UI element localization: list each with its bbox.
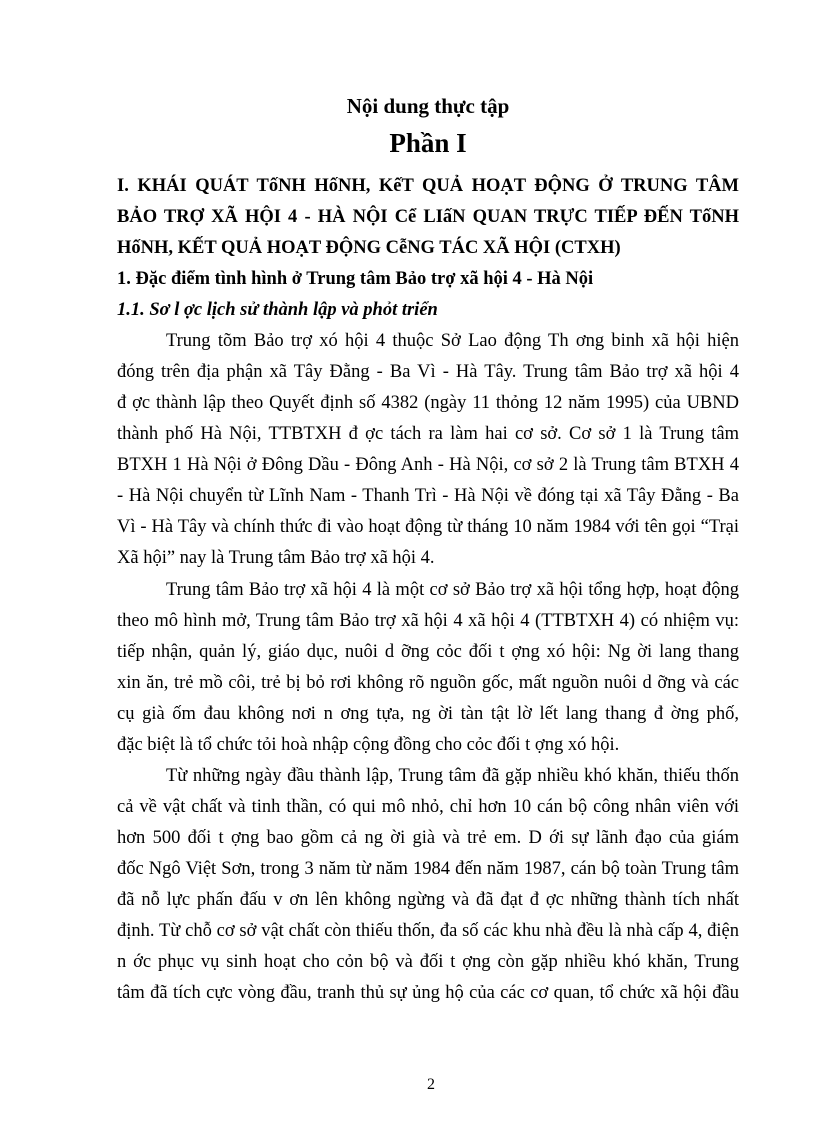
paragraph-line: đã nỗ lực phấn đấu v ơn lên không ngừng và đã đạt đ ợc những thành tích nhất bbox=[117, 890, 739, 910]
paragraph-line: Trung tâm Bảo trợ xã hội 4 là một cơ sở Bảo trợ xã hội tổng hợp, hoạt động bbox=[166, 580, 739, 600]
paragraph-line: Từ những ngày đầu thành lập, Trung tâm đã gặp nhiều khó khăn, thiếu thốn bbox=[166, 766, 739, 786]
paragraph-line: - Hà Nội chuyển từ Lĩnh Nam - Thanh Trì - Hà Nội về đóng tại xã Tây Đằng - Ba bbox=[117, 486, 739, 506]
section-heading: 1. Đặc điểm tình hình ở Trung tâm Bảo trợ xã hội 4 - Hà Nội bbox=[117, 269, 594, 289]
paragraph-line: định. Từ chỗ cơ sở vật chất còn thiếu thốn, đa số các khu nhà đều là nhà cấp 4, điện bbox=[117, 921, 739, 941]
main-heading-line: HốNH, KẾT QUẢ HOẠT ĐỘNG CễNG TÁC XÃ HỘI (CTXH) bbox=[117, 238, 621, 258]
part-heading: Phần I bbox=[389, 128, 467, 158]
paragraph-line: cả về vật chất và tinh thần, có qui mô nhỏ, chỉ hơn 10 cán bộ công nhân viên với bbox=[117, 797, 739, 817]
paragraph-line: tiếp nhận, quản lý, giáo dục, nuôi d ỡng cỏc đối t ợng xó hội: Ng ời lang thang bbox=[117, 642, 739, 662]
paragraph-line: n ớc phục vụ sinh hoạt cho cỏn bộ và đối t ợng còn gặp nhiều khó khăn, Trung bbox=[117, 952, 739, 972]
paragraph-line: đặc biệt là tổ chức tỏi hoà nhập cộng đồng cho cỏc đối t ợng xó hội. bbox=[117, 735, 620, 755]
paragraph-line: hơn 500 đối t ợng bao gồm cả ng ời già và trẻ em. D ới sự lãnh đạo của giám bbox=[117, 828, 739, 848]
paragraph-line: đ ợc thành lập theo Quyết định số 4382 (ngày 11 thỏng 12 năm 1995) của UBND bbox=[117, 393, 739, 413]
main-heading-line: BẢO TRỢ XÃ HỘI 4 - HÀ NỘI Cể LIấN QUAN TRỰC TIẾP ĐẾN TốNH bbox=[117, 207, 739, 227]
page-number: 2 bbox=[427, 1076, 435, 1093]
paragraph-line: thành phố Hà Nội, TTBTXH đ ợc tách ra làm hai cơ sở. Cơ sở 1 là Trung tâm bbox=[117, 424, 739, 444]
paragraph-line: Trung tõm Bảo trợ xó hội 4 thuộc Sở Lao động Th ơng binh xã hội hiện bbox=[166, 331, 739, 351]
paragraph-line: xin ăn, trẻ mồ côi, trẻ bị bỏ rơi không rõ nguồn gốc, mất nguồn nuôi d ỡng và các bbox=[117, 673, 739, 693]
paragraph-line: đốc Ngô Việt Sơn, trong 3 năm từ năm 1984 đến năm 1987, cán bộ toàn Trung tâm bbox=[117, 859, 739, 879]
paragraph-line: đóng trên địa phận xã Tây Đằng - Ba Vì - Hà Tây. Trung tâm Bảo trợ xã hội 4 bbox=[117, 362, 739, 382]
paragraph-line: Vì - Hà Tây và chính thức đi vào hoạt động từ tháng 10 năm 1984 với tên gọi “Trại bbox=[117, 517, 739, 537]
paragraph-line: cụ già ốm đau không nơi n ơng tựa, ng ời tàn tật lờ lết lang thang đ ờng phố, bbox=[117, 704, 739, 724]
paragraph-line: Xã hội” nay là Trung tâm Bảo trợ xã hội 4. bbox=[117, 548, 435, 568]
paragraph-line: BTXH 1 Hà Nội ở Đông Dầu - Đông Anh - Hà Nội, cơ sở 2 là Trung tâm BTXH 4 bbox=[117, 455, 739, 475]
document-title: Nội dung thực tập bbox=[346, 94, 510, 118]
paragraph-line: tâm đã tích cực vòng đầu, tranh thủ sự ủng hộ của các cơ quan, tổ chức xã hội đầu bbox=[117, 983, 739, 1003]
subsection-heading: 1.1. Sơ l ợc lịch sử thành lập và phỏt triển bbox=[117, 300, 438, 320]
paragraph-line: theo mô hình mở, Trung tâm Bảo trợ xã hội 4 xã hội 4 (TTBTXH 4) có nhiệm vụ: bbox=[117, 611, 739, 631]
main-heading-line: I. KHÁI QUÁT TốNH HốNH, KếT QUẢ HOẠT ĐỘNG Ở TRUNG TÂM bbox=[117, 176, 739, 196]
